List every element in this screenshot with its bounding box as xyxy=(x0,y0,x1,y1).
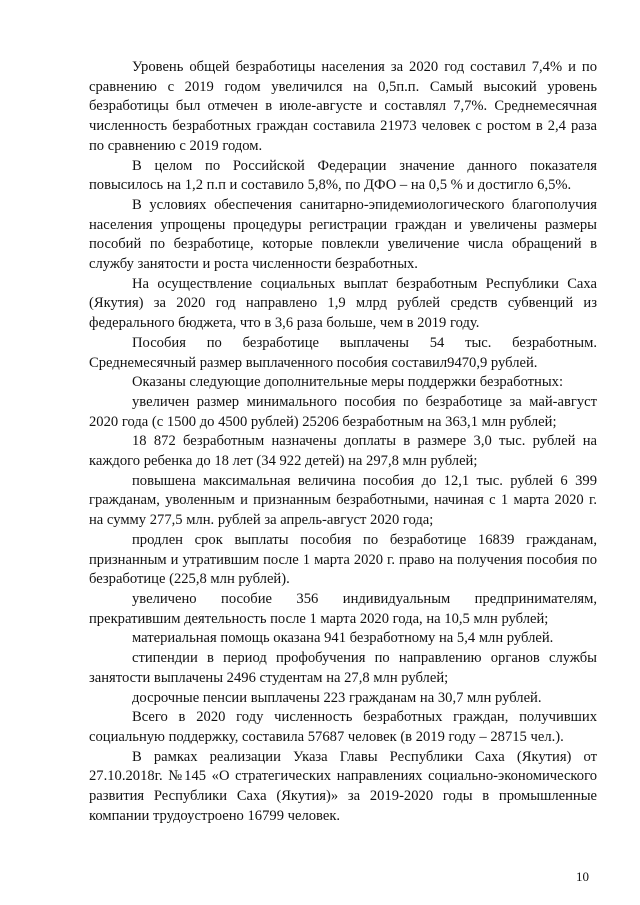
page-body xyxy=(89,58,597,826)
paragraph-sanitary-conditions: В условиях обеспечения санитарно-эпидемиологического благополучия населения упрощены процедуры регистрации граждан и увеличены размеры пособий по безработице, которые повлекли увеличение числа обращений в службу занятости и роста численности безработных. xyxy=(89,196,597,273)
paragraph-russia-comparison: В целом по Российской Федерации значение данного показателя повысилось на 1,2 п.п и составило 5,8%, по ДФО – на 0,5 % и достигло 6,5%. xyxy=(89,157,597,194)
paragraph-unemployment-level: Уровень общей безработицы населения за 2020 год составил 7,4% и по сравнению с 2019 годом увеличился на 0,5п.п. Самый высокий уровень безработицы был отмечен в июле-августе и составлял 7,7%. Среднемесячная численность безработных граждан составила 21973 человек с ростом в 2,4 раза по сравнению с 2019 годом. xyxy=(89,59,597,154)
list-item-child-supplement: 18 872 безработным назначены доплаты в размере 3,0 тыс. рублей на каждого ребенка до 18 лет (34 922 детей) на 297,8 млн рублей; xyxy=(89,433,597,470)
paragraph-total-support: Всего в 2020 году численность безработных граждан, получивших социальную поддержку, составила 57687 человек (в 2019 году – 28715 чел.). xyxy=(89,709,597,745)
list-item-minimum-benefit: увеличен размер минимального пособия по безработице за май-август 2020 года (с 1500 до 4500 рублей) 25206 безработным на 363,1 млн рублей; xyxy=(89,393,597,430)
paragraph-decree-employment: В рамках реализации Указа Главы Республики Саха (Якутия) от 27.10.2018г. №145 «О стратегических направлениях социально-экономического развития Республики Саха (Якутия)» за 2019-2020 годы в промышленные компании трудоустроено 16799 человек. xyxy=(89,748,597,824)
list-item-stipends: стипендии в период профобучения по направлению органов службы занятости выплачены 2496 студентам на 27,8 млн рублей; xyxy=(89,650,597,686)
list-item-material-aid: материальная помощь оказана 941 безработному на 5,4 млн рублей. xyxy=(132,630,554,647)
paragraph-social-payments: На осуществление социальных выплат безработным Республики Саха (Якутия) за 2020 год направлено 1,9 млрд рублей средств субвенций из федерального бюджета, что в 3,6 раза больше, чем в 2019 году. xyxy=(89,275,597,332)
list-item-extended-payment: продлен срок выплаты пособия по безработице 16839 гражданам, признанным и утратившим после 1 марта 2020 г. право на получения пособия по безработице (225,8 млн рублей). xyxy=(89,531,597,588)
list-item-early-pensions: досрочные пенсии выплачены 223 гражданам на 30,7 млн рублей. xyxy=(132,689,542,706)
list-item-entrepreneurs: увеличено пособие 356 индивидуальным предпринимателям, прекратившим деятельность после 1 марта 2020 года, на 10,5 млн рублей; xyxy=(89,590,597,627)
paragraph-support-measures-intro: Оказаны следующие дополнительные меры поддержки безработных: xyxy=(132,374,564,391)
paragraph-benefits-paid: Пособия по безработице выплачены 54 тыс. безработным. Среднемесячный размер выплаченного пособия составил9470,9 рублей. xyxy=(89,334,597,371)
page-number: 10 xyxy=(576,869,589,884)
list-item-maximum-benefit: повышена максимальная величина пособия до 12,1 тыс. рублей 6 399 гражданам, уволенным и признанным безработными, начиная с 1 марта 2020 г. на сумму 277,5 млн. рублей за апрель-август 2020 года; xyxy=(89,472,597,529)
